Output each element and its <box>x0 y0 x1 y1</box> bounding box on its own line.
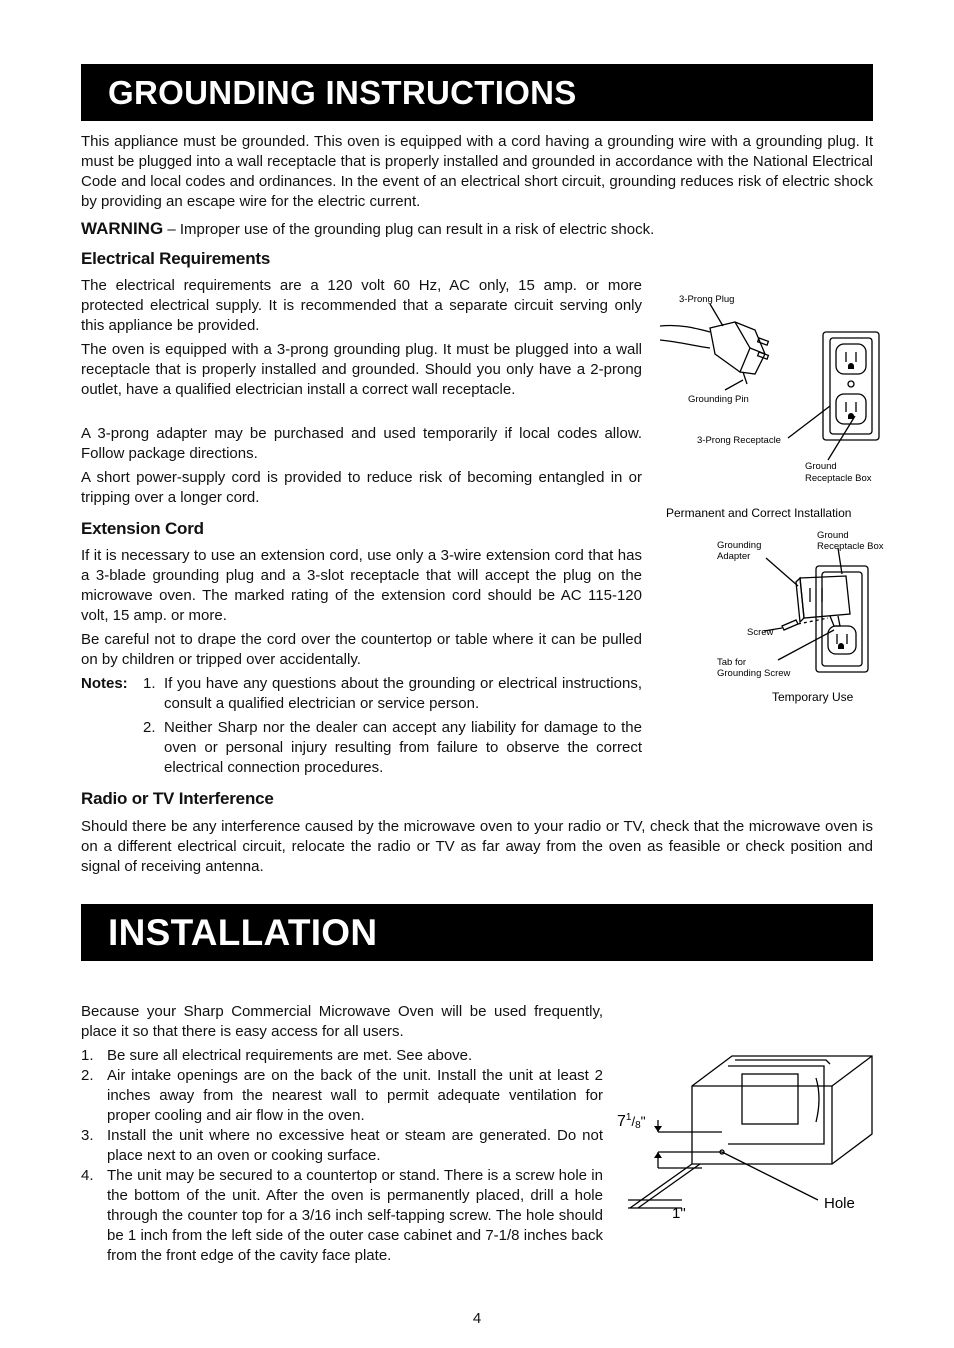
list-number: 1. <box>81 1047 94 1064</box>
grounding-intro: This appliance must be grounded. This oven is equipped with a cord having a grounding wire with a grounding plug. It must be plugged into a wall receptacle that is properly installed and grounded in accordance with the National Electrical Code and local codes and ordinances. In the event of an electrical short circuit, grounding reduces risk of electric shock by providing an escape wire for the electric current. <box>81 133 873 210</box>
page-number: 4 <box>472 1310 482 1327</box>
installation-title: INSTALLATION <box>108 912 378 953</box>
note-text: Neither Sharp nor the dealer can accept any liability for damage to the oven or personal injury resulting from failure to observe the correct electrical connection procedures. <box>164 719 642 776</box>
note-item <box>81 718 642 778</box>
list-text: Be sure all electrical requirements are met. See above. <box>107 1047 473 1064</box>
note-number: 2. <box>143 719 156 736</box>
permanent-installation-figure <box>655 288 895 528</box>
hole-label: Hole <box>824 1195 855 1212</box>
warning-line <box>81 219 873 240</box>
list-item <box>81 1166 603 1266</box>
list-text: The unit may be secured to a countertop or stand. There is a screw hole in the bottom of the unit. After the oven is permanently placed, drill a hole through the counter top for a 3/16 inch self-tapping screw. The hole should be 1 inch from the left side of the outer case cabinet and 7-1/8 inches back from the front edge of the cavity face plate. <box>107 1167 603 1264</box>
screw-body <box>782 620 798 630</box>
list-item <box>81 1066 603 1126</box>
extension-p2: Be careful not to drape the cord over the countertop or table where it can be pulled on by children or tripped over accidentally. <box>81 631 642 668</box>
temp-box-label-line2: Receptacle Box <box>817 541 884 552</box>
grounding-banner <box>81 64 873 121</box>
electrical-p4: A short power-supply cord is provided to reduce risk of becoming entangled in or tripping over a longer cord. <box>81 469 642 506</box>
outlet-top <box>836 344 866 374</box>
extension-heading: Extension Cord <box>81 519 204 538</box>
receptacle-label: 3-Prong Receptacle <box>697 435 781 446</box>
installation-list <box>81 1046 603 1266</box>
dimension-depth: $7^1_/8$" <box>617 1112 646 1131</box>
notes-label: Notes: <box>81 675 128 692</box>
oven-handle <box>816 1078 819 1122</box>
dim-num: 1 <box>625 1112 632 1123</box>
extension-p1: If it is necessary to use an extension cord, use only a 3-wire extension cord that has a 3-blade grounding plug and a 3-slot receptacle that will accept the plug on the microwave oven. The marked rating of the extension cord should be AC 115-120 volt, 15 amp. or more. <box>81 547 642 624</box>
list-item <box>81 1046 603 1066</box>
temporary-caption: Temporary Use <box>772 690 854 704</box>
permanent-caption: Permanent and Correct Installation <box>666 506 852 520</box>
electrical-heading: Electrical Requirements <box>81 249 271 268</box>
pin-label: Grounding Pin <box>688 394 749 405</box>
oven-outline <box>692 1056 872 1164</box>
outlet-bottom <box>836 394 866 424</box>
dim-unit: " <box>640 1113 646 1129</box>
installation-intro: Because your Sharp Commercial Microwave Oven will be used frequently, place it so that there is easy access for all users. <box>81 1003 603 1040</box>
box-label-line1: Ground <box>805 461 837 472</box>
list-text: Air intake openings are on the back of the unit. Install the unit at least 2 inches away from the nearest wall to permit adequate ventilation for proper cooling and air flow in the oven. <box>107 1067 603 1124</box>
oven-window <box>742 1074 798 1124</box>
dim-den: 8 <box>635 1120 641 1131</box>
adapter-label-line1: Grounding <box>717 540 762 551</box>
warning-label: WARNING <box>81 219 164 238</box>
note-item <box>81 674 642 714</box>
adapter-body <box>800 576 850 618</box>
adapter-label-line2: Adapter <box>717 551 751 562</box>
temporary-use-figure <box>700 526 900 708</box>
warning-text: – Improper use of the grounding plug can result in a risk of electric shock. <box>163 221 655 238</box>
tab-label-line1: Tab for <box>717 657 747 668</box>
plug-body <box>710 322 750 372</box>
notes-block <box>81 674 642 778</box>
installation-banner <box>81 904 873 961</box>
note-text: If you have any questions about the grounding or electrical instructions, consult a qualified electrician or service person. <box>164 675 642 712</box>
temp-box-label-line1: Ground <box>817 530 849 541</box>
list-item <box>81 1126 603 1166</box>
oven-hole-figure <box>612 1048 878 1228</box>
list-number: 3. <box>81 1127 94 1144</box>
list-number: 2. <box>81 1067 94 1084</box>
screw-label: Screw <box>747 627 774 638</box>
tab-label-line2: Grounding Screw <box>717 668 791 679</box>
electrical-p2: The oven is equipped with a 3-prong grounding plug. It must be plugged into a wall receptacle that is properly installed and grounded. Should you only have a 2-prong outlet, have a qualified electrician install a correct wall receptacle. <box>81 341 642 398</box>
wall-plate-inner <box>822 572 862 666</box>
dim-whole: 7 <box>617 1113 626 1130</box>
cord-line <box>660 325 710 332</box>
adapter-tab <box>830 616 840 626</box>
electrical-p1: The electrical requirements are a 120 volt 60 Hz, AC only, 15 amp. or more protected electrical supply. It is recommended that a separate circuit serving only this appliance be provided. <box>81 277 642 334</box>
cord-line <box>660 340 710 348</box>
list-number: 4. <box>81 1167 94 1184</box>
box-label-line2: Receptacle Box <box>805 473 872 484</box>
plug-label: 3-Prong Plug <box>679 294 735 305</box>
outlet-bottom <box>828 626 856 654</box>
dimension-side: 1" <box>672 1205 686 1222</box>
electrical-p3: A 3-prong adapter may be purchased and used temporarily if local codes allow. Follow package directions. <box>81 425 642 462</box>
note-number: 1. <box>143 675 156 692</box>
grounding-title: GROUNDING INSTRUCTIONS <box>108 74 577 111</box>
radio-p1: Should there be any interference caused by the microwave oven to your radio or TV, check that the microwave oven is on a different electrical circuit, relocate the radio or TV as far away from the oven as feasible or check position and signal of receiving antenna. <box>81 818 873 875</box>
list-text: Install the unit where no excessive heat or steam are generated. Do not place next to an oven or cooking surface. <box>107 1127 603 1164</box>
radio-heading: Radio or TV Interference <box>81 789 274 808</box>
